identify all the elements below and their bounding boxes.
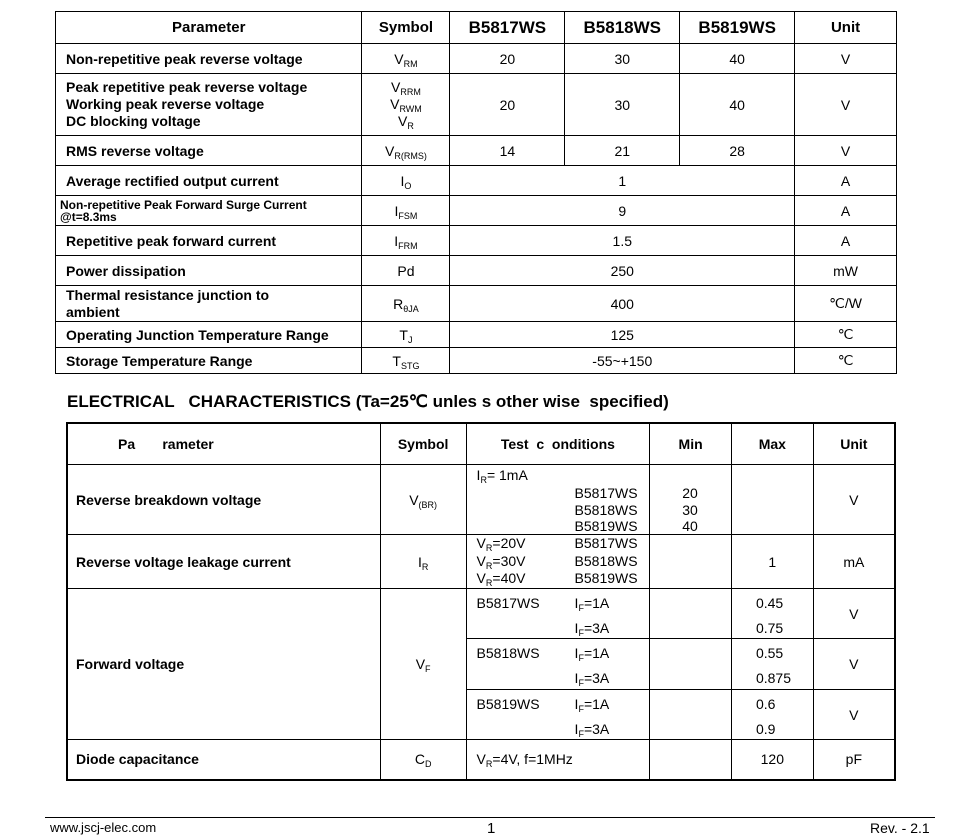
row-conditions: B5817WS $I_F=1A$ $I_F=3A$ — [466, 589, 650, 639]
row-symbol: $V_{R(RMS)}$ — [362, 136, 450, 166]
row-value: 250 — [450, 256, 795, 286]
row-symbol: $R_{\theta JA}$ — [362, 286, 450, 322]
table-row — [56, 286, 897, 322]
header-symbol: Symbol — [362, 12, 450, 44]
row-symbol: Pd — [362, 256, 450, 286]
row-param: Diode capacitance — [67, 740, 380, 780]
row-param: Thermal resistance junction to ambient — [56, 286, 362, 322]
row-symbol: $T_J$ — [362, 322, 450, 348]
row-max: 0.6 0.9 — [731, 690, 813, 740]
table-row — [56, 256, 897, 286]
table-row — [56, 136, 897, 166]
row-value: 20 — [450, 74, 565, 136]
table-header-row — [67, 423, 895, 465]
row-param: Forward voltage — [67, 589, 380, 740]
row-value: 30 — [565, 44, 680, 74]
row-unit: V — [813, 465, 895, 535]
row-unit: ℃/W — [795, 286, 897, 322]
row-max: 120 — [731, 740, 813, 780]
footer-divider — [45, 817, 935, 818]
row-unit: V — [795, 44, 897, 74]
header-unit: Unit — [795, 12, 897, 44]
row-value: 1 — [450, 166, 795, 196]
row-conditions: B5818WS $I_F=1A$ $I_F=3A$ — [466, 639, 650, 690]
row-param: Non-repetitive peak reverse voltage — [56, 44, 362, 74]
header-parameter: Parameter — [56, 12, 362, 44]
row-unit: ℃ — [795, 348, 897, 374]
row-min — [650, 589, 732, 639]
table-row — [67, 535, 895, 589]
row-symbol: $V_{RM}$ — [362, 44, 450, 74]
row-unit: mA — [813, 535, 895, 589]
condition-line: $I_R= 1mA$ — [476, 467, 528, 485]
row-conditions: B5819WS $I_F=1A$ $I_F=3A$ — [466, 690, 650, 740]
row-unit: V — [795, 74, 897, 136]
row-symbol: $I_R$ — [380, 535, 466, 589]
row-param: Operating Junction Temperature Range — [56, 322, 362, 348]
header-max: Max — [731, 423, 813, 465]
row-min — [650, 690, 732, 740]
row-unit: mW — [795, 256, 897, 286]
row-unit: A — [795, 166, 897, 196]
row-symbol: $T_{STG}$ — [362, 348, 450, 374]
table-row — [56, 166, 897, 196]
header-b5819ws: B5819WS — [680, 12, 795, 44]
row-max: 1 — [731, 535, 813, 589]
header-min: Min — [650, 423, 732, 465]
table-row — [67, 589, 895, 639]
table-row — [56, 348, 897, 374]
row-symbol: $I_O$ — [362, 166, 450, 196]
condition-parts: B5817WS B5818WS B5819WS — [574, 485, 638, 534]
row-param: Peak repetitive peak reverse voltage Working peak reverse voltage DC blocking voltage — [56, 74, 362, 136]
row-unit: V — [795, 136, 897, 166]
row-unit: pF — [813, 740, 895, 780]
row-min — [650, 639, 732, 690]
header-b5817ws: B5817WS — [450, 12, 565, 44]
row-param: Storage Temperature Range — [56, 348, 362, 374]
header-b5818ws: B5818WS — [565, 12, 680, 44]
row-value: 40 — [680, 74, 795, 136]
row-unit: ℃ — [795, 322, 897, 348]
row-unit: V — [813, 589, 895, 639]
row-conditions: $V_R=20V$ $V_R=30V$ $V_R=40V$ B5817WS B5818WS B5819WS — [466, 535, 650, 589]
row-max: 0.55 0.875 — [731, 639, 813, 690]
table-row — [56, 322, 897, 348]
row-symbol: $V_{(BR)}$ — [380, 465, 466, 535]
row-value: 30 — [565, 74, 680, 136]
header-unit: Unit — [813, 423, 895, 465]
row-param: Repetitive peak forward current — [56, 226, 362, 256]
row-param: RMS reverse voltage — [56, 136, 362, 166]
row-symbol: $V_F$ — [380, 589, 466, 740]
header-symbol: Symbol — [380, 423, 466, 465]
table-row — [56, 226, 897, 256]
row-symbol: $I_{FSM}$ — [362, 196, 450, 226]
row-param: Average rectified output current — [56, 166, 362, 196]
table-row — [56, 74, 897, 136]
row-param: Reverse breakdown voltage — [67, 465, 380, 535]
row-unit: V — [813, 639, 895, 690]
table-header-row — [56, 12, 897, 44]
row-conditions: $V_R=4V$, f=1MHz — [466, 740, 650, 780]
row-value: 40 — [680, 44, 795, 74]
row-min — [650, 740, 732, 780]
row-param: Reverse voltage leakage current — [67, 535, 380, 589]
footer-page-number: 1 — [487, 820, 496, 837]
table-row — [56, 44, 897, 74]
row-param: Power dissipation — [56, 256, 362, 286]
row-symbol: $I_{FRM}$ — [362, 226, 450, 256]
row-value: 1.5 — [450, 226, 795, 256]
footer-revision: Rev. - 2.1 — [870, 820, 930, 836]
row-value: 21 — [565, 136, 680, 166]
row-value: -55~+150 — [450, 348, 795, 374]
row-max — [731, 465, 813, 535]
header-parameter: Pa rameter — [67, 423, 380, 465]
row-min: 20 30 40 — [650, 465, 732, 535]
row-value: 125 — [450, 322, 795, 348]
row-min — [650, 535, 732, 589]
row-symbol: $C_D$ — [380, 740, 466, 780]
electrical-characteristics-table — [66, 422, 896, 781]
row-unit: A — [795, 196, 897, 226]
footer-website: www.jscj-elec.com — [50, 820, 157, 835]
table-row — [56, 196, 897, 226]
row-value: 9 — [450, 196, 795, 226]
row-param: Non-repetitive Peak Forward Surge Current @t=8.3ms — [56, 196, 362, 226]
row-value: 400 — [450, 286, 795, 322]
row-max: 0.45 0.75 — [731, 589, 813, 639]
row-conditions — [466, 465, 650, 535]
row-value: 14 — [450, 136, 565, 166]
section-title: ELECTRICAL CHARACTERISTICS (Ta=25℃ unles s other wise specified) — [67, 392, 669, 411]
row-unit: A — [795, 226, 897, 256]
header-test-conditions: Test c onditions — [466, 423, 650, 465]
row-value: 28 — [680, 136, 795, 166]
table-row — [67, 465, 895, 535]
row-value: 20 — [450, 44, 565, 74]
absolute-ratings-table — [55, 11, 897, 374]
row-symbol: $V_{RRM}$ $V_{RWM}$ $V_R$ — [362, 74, 450, 136]
table-row — [67, 740, 895, 780]
row-unit: V — [813, 690, 895, 740]
